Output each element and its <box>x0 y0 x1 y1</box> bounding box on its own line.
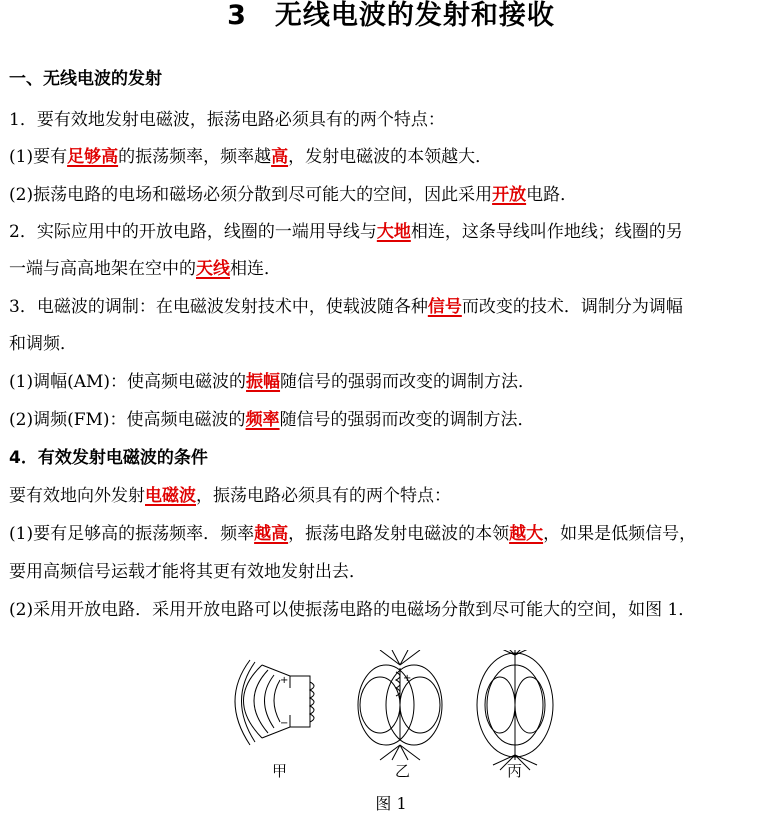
title-text: 无线电波的发射和接收 <box>274 0 555 31</box>
paragraph-3a: (1)调幅(AM)：使高频电磁波的振幅随信号的强弱而改变的调制方法． <box>9 372 536 392</box>
paragraph-2-line-1: 2．实际应用中的开放电路，线圈的一端用导线与大地相连，这条导线叫作地线；线圈的另 <box>9 222 683 242</box>
page-title <box>0 0 782 32</box>
title-number: 3 <box>227 0 247 31</box>
paragraph-1: 1．要有效地发射电磁波，振荡电路必须具有的两个特点： <box>9 110 445 130</box>
answer-highlight: 足够高 <box>67 147 119 167</box>
dipole-antenna <box>477 650 553 770</box>
paragraph-3-line-1: 3．电磁波的调制：在电磁波发射技术中，使载波随各种信号而改变的技术．调制分为调幅 <box>9 297 683 317</box>
answer-highlight: 信号 <box>427 297 462 317</box>
plus-sign: + <box>403 673 412 684</box>
answer-highlight: 开放 <box>492 185 527 205</box>
figure-caption: 图 1 <box>375 794 407 813</box>
answer-highlight: 电磁波 <box>145 486 196 506</box>
answer-highlight: 越大 <box>509 524 544 544</box>
section-heading-4: 4．有效发射电磁波的条件 <box>9 448 208 468</box>
figure-label-jia: 甲 <box>272 762 288 780</box>
answer-highlight: 频率 <box>245 410 280 430</box>
figure-diagram <box>0 650 782 810</box>
figure-1 <box>0 650 782 810</box>
paragraph-4: 要有效地向外发射电磁波，振荡电路必须具有的两个特点： <box>9 486 451 506</box>
paragraph-2-line-2: 一端与高高地架在空中的天线相连． <box>9 259 281 279</box>
section-heading-1: 一、无线电波的发射 <box>9 69 162 89</box>
answer-highlight: 振幅 <box>246 372 281 392</box>
plus-sign: + <box>280 675 289 686</box>
answer-highlight: 大地 <box>376 222 411 242</box>
minus-sign: − <box>280 718 289 729</box>
paragraph-4a-line-1: (1)要有足够高的振荡频率．频率越高，振荡电路发射电磁波的本领越大，如果是低频信号， <box>9 524 697 544</box>
answer-highlight: 越高 <box>254 524 289 544</box>
circuit-closed <box>235 660 314 745</box>
paragraph-4b: (2)采用开放电路．采用开放电路可以使振荡电路的电磁场分散到尽可能大的空间，如图 1． <box>9 600 696 620</box>
answer-highlight: 天线 <box>196 259 230 279</box>
paragraph-1b: (2)振荡电路的电场和磁场必须分散到尽可能大的空间，因此采用开放电路． <box>9 185 578 205</box>
circuit-opening <box>358 650 442 760</box>
figure-label-yi: 乙 <box>395 762 411 780</box>
paragraph-1a: (1)要有足够高的振荡频率，频率越高，发射电磁波的本领越大． <box>9 147 493 167</box>
figure-label-bing: 丙 <box>507 762 523 780</box>
answer-highlight: 高 <box>271 147 289 167</box>
paragraph-4a-line-2: 要用高频信号运载才能将其更有效地发射出去． <box>9 562 366 582</box>
paragraph-3-line-2: 和调频． <box>9 334 77 354</box>
paragraph-3b: (2)调频(FM)：使高频电磁波的频率随信号的强弱而改变的调制方法． <box>9 410 535 430</box>
